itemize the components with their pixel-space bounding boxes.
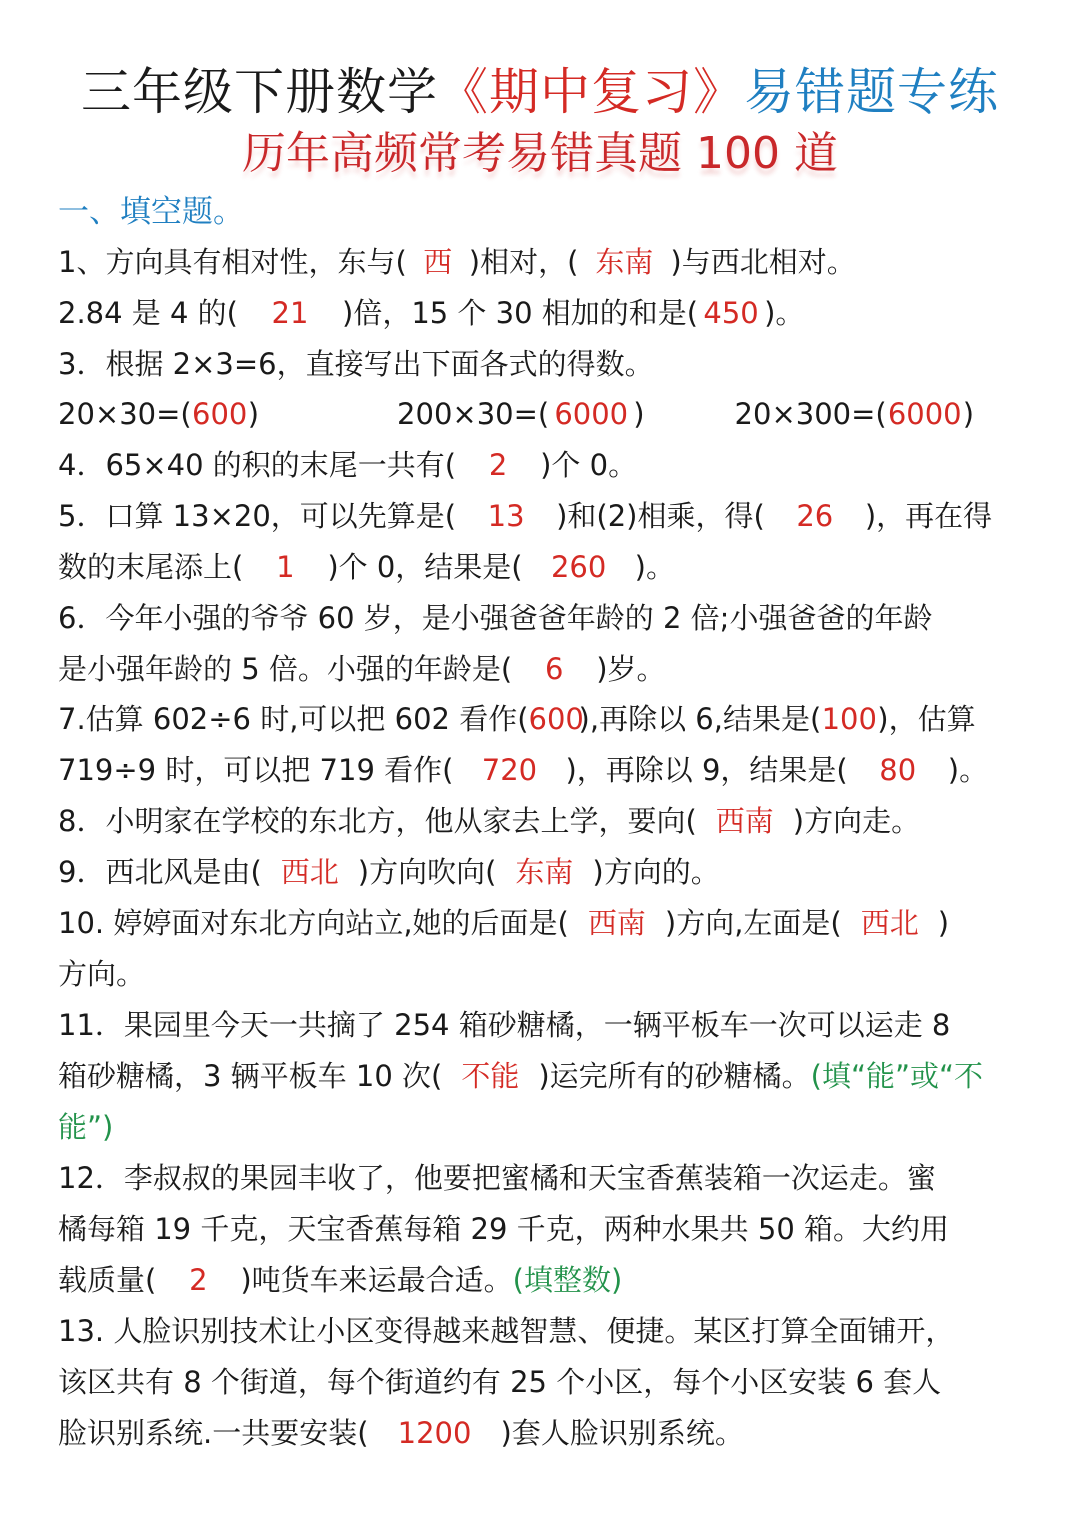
answer-blank: 6000 [887, 397, 962, 431]
question-7: 7.估算 602÷6 时,可以把 602 看作(600),再除以 6,结果是(100)，估算 [58, 697, 976, 741]
answer-blank: 2 [189, 1263, 208, 1297]
answer-blank: 80 [879, 753, 917, 787]
title-grade: 三年级下册数学 [81, 63, 438, 121]
question-12-cont2: 载质量( 2 )吨货车来运最合适。(填整数) [58, 1258, 622, 1302]
question-3-expressions: 20×30=(600) 200×30=( 6000 ) 20×300=(6000) [58, 392, 974, 436]
answer-blank: 东南 [595, 245, 654, 279]
question-13-cont: 该区共有 8 个街道，每个街道约有 25 个小区，每个小区安装 6 套人 [58, 1365, 942, 1399]
page-subtitle: 历年高频常考易错真题 100 道 [242, 128, 838, 179]
answer-blank: 西北 [860, 906, 919, 940]
question-5: 5．口算 13×20，可以先算是( 13 )和(2)相乘，得( 26 )，再在得 [58, 494, 992, 538]
answer-hint: (填“能”或“不 [810, 1059, 984, 1093]
page-title [0, 60, 1080, 124]
answer-blank: 6 [544, 652, 564, 686]
answer-hint-cont: 能”) [58, 1110, 114, 1144]
question-5-cont: 数的末尾添上( 1 )个 0，结果是( 260 )。 [58, 545, 675, 589]
question-4: 4．65×40 的积的末尾一共有( 2 )个 0。 [58, 443, 637, 487]
question-10: 10. 婷婷面对东北方向站立,她的后面是( 西南 )方向,左面是( 西北 ) [58, 901, 949, 945]
question-9: 9．西北风是由( 西北 )方向吹向( 东南 )方向的。 [58, 850, 720, 894]
answer-blank: 13 [487, 499, 525, 533]
question-6: 6．今年小强的爷爷 60 岁，是小强爸爸年龄的 2 倍;小强爸爸的年龄 [58, 601, 933, 635]
answer-blank: 1200 [397, 1416, 472, 1450]
question-1: 1、方向具有相对性，东与( 西 )相对，( 东南 )与西北相对。 [58, 240, 856, 284]
answer-blank: 1 [276, 550, 295, 584]
question-12: 12．李叔叔的果园丰收了，他要把蜜橘和天宝香蕉装箱一次运走。蜜 [58, 1161, 936, 1195]
answer-blank: 720 [481, 753, 538, 787]
question-3: 3．根据 2×3=6，直接写出下面各式的得数。 [58, 347, 654, 381]
answer-blank: 100 [821, 702, 877, 736]
answer-blank: 东南 [515, 855, 574, 889]
question-2: 2.84 是 4 的( 21 )倍，15 个 30 相加的和是( 450 )。 [58, 291, 804, 335]
answer-blank: 600 [528, 702, 584, 736]
answer-blank: 西南 [587, 906, 646, 940]
answer-blank: 26 [796, 499, 834, 533]
question-7-cont: 719÷9 时，可以把 719 看作( 720 )，再除以 9，结果是( 80 )。 [58, 748, 988, 792]
title-focus: 易错题专练 [744, 63, 999, 121]
answer-blank: 260 [550, 550, 607, 584]
answer-blank: 不能 [461, 1059, 520, 1093]
section-heading: 一、填空题。 [58, 194, 244, 230]
answer-blank: 600 [192, 397, 248, 431]
answer-blank: 450 [703, 296, 759, 330]
answer-blank: 西南 [715, 804, 774, 838]
question-11-cont: 箱砂糖橘，3 辆平板车 10 次( 不能 )运完所有的砂糖橘。(填“能”或“不 [58, 1054, 983, 1098]
answer-hint: (填整数) [512, 1263, 623, 1297]
question-8: 8．小明家在学校的东北方，他从家去上学，要向( 西南 )方向走。 [58, 799, 920, 843]
question-13: 13. 人脸识别技术让小区变得越来越智慧、便捷。某区打算全面铺开， [58, 1314, 955, 1348]
question-12-cont: 橘每箱 19 千克，天宝香蕉每箱 29 千克，两种水果共 50 箱。大约用 [58, 1212, 950, 1246]
question-10-cont: 方向。 [58, 957, 146, 991]
title-topic: 《期中复习》 [438, 63, 744, 121]
answer-blank: 西北 [280, 855, 339, 889]
question-6-cont: 是小强年龄的 5 倍。小强的年龄是( 6 )岁。 [58, 647, 666, 691]
question-13-cont2: 脸识别系统.一共要安装( 1200 )套人脸识别系统。 [58, 1411, 744, 1455]
answer-blank: 21 [271, 296, 309, 330]
answer-blank: 西 [423, 245, 453, 279]
question-11: 11．果园里今天一共摘了 254 箱砂糖橘，一辆平板车一次可以运走 8 [58, 1008, 951, 1042]
answer-blank: 2 [488, 448, 508, 482]
answer-blank: 6000 [554, 397, 629, 431]
